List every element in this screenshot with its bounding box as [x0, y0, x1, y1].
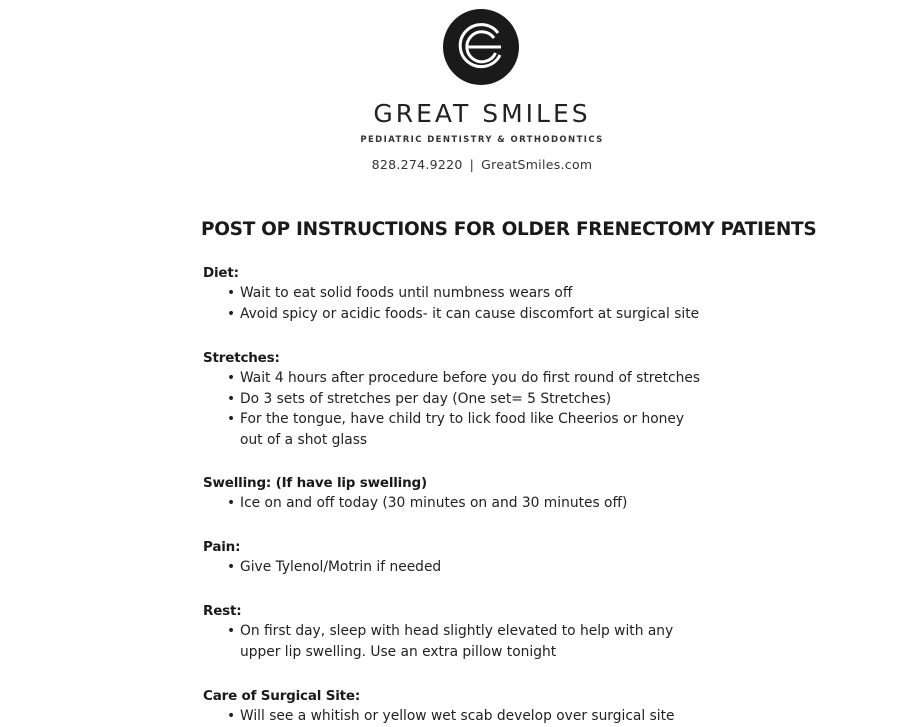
brand-name: GREAT SMILES — [373, 99, 591, 128]
section-care-of-surgical-site — [203, 686, 723, 727]
list-item: • Will see a whitish or yellow wet scab develop over surgical site — [203, 706, 723, 727]
great-smiles-logo-icon — [443, 9, 519, 85]
list-item: • Wait 4 hours after procedure before you do first round of stretches — [203, 368, 723, 389]
website-link[interactable]: GreatSmiles.com — [481, 157, 593, 172]
section-diet — [203, 263, 723, 324]
section-pain — [203, 537, 723, 578]
document-title: POST OP INSTRUCTIONS FOR OLDER FRENECTOMY PATIENTS — [201, 219, 817, 240]
contact-separator: | — [469, 157, 475, 172]
section-heading: Swelling: (If have lip swelling) — [203, 475, 427, 491]
phone-number: 828.274.9220 — [371, 157, 463, 172]
brand-tagline: PEDIATRIC DENTISTRY & ORTHODONTICS — [360, 135, 604, 145]
section-heading: Rest: — [203, 603, 242, 619]
list-item: • On first day, sleep with head slightly elevated to help with any upper lip swelling. Use an extra pillow tonight — [203, 621, 708, 662]
section-heading: Pain: — [203, 539, 241, 555]
instruction-list — [203, 621, 723, 662]
section-rest — [203, 601, 723, 662]
instruction-list — [203, 493, 723, 514]
section-heading: Stretches: — [203, 350, 280, 366]
instruction-list — [203, 283, 723, 324]
instruction-list — [203, 706, 723, 727]
section-swelling — [203, 473, 723, 514]
section-heading: Care of Surgical Site: — [203, 688, 361, 704]
section-stretches — [203, 348, 723, 450]
list-item: • For the tongue, have child try to lick food like Cheerios or honey out of a shot glass — [203, 409, 700, 450]
list-item: • Wait to eat solid foods until numbness wears off — [203, 283, 723, 304]
list-item: • Avoid spicy or acidic foods- it can cause discomfort at surgical site — [203, 304, 723, 325]
instruction-list — [203, 368, 723, 450]
brand-contact — [0, 157, 917, 172]
list-item: • Ice on and off today (30 minutes on and 30 minutes off) — [203, 493, 723, 514]
list-item: • Give Tylenol/Motrin if needed — [203, 557, 723, 578]
section-heading: Diet: — [203, 265, 239, 281]
list-item: • Do 3 sets of stretches per day (One set= 5 Stretches) — [203, 389, 723, 410]
instruction-list — [203, 557, 723, 578]
